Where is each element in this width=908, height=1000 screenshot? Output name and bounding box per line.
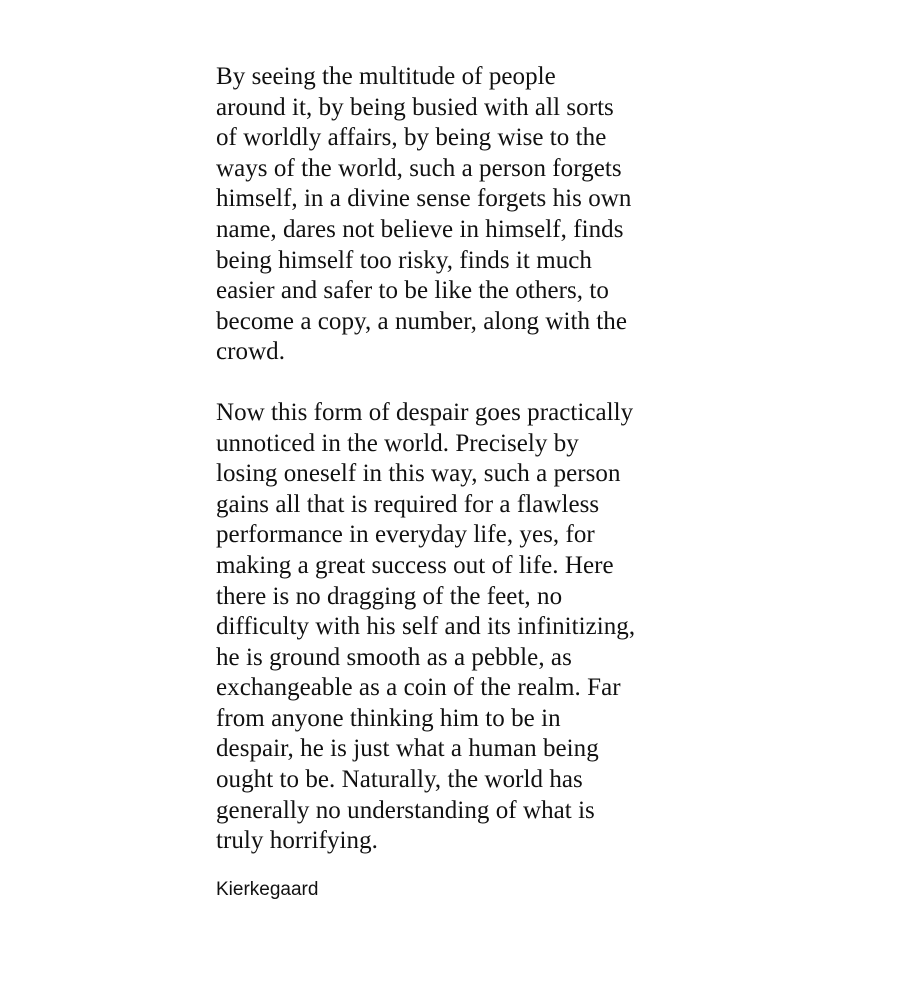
quote-line: of worldly affairs, by being wise to the	[216, 124, 607, 152]
quote-line: generally no understanding of what is	[216, 796, 595, 824]
quote-paragraph-1	[216, 62, 696, 368]
quote-line: truly horrifying.	[216, 827, 378, 855]
quote-paragraph-2	[216, 398, 696, 857]
quote-line: exchangeable as a coin of the realm. Far	[216, 674, 621, 702]
quote-line: he is ground smooth as a pebble, as	[216, 643, 572, 671]
quote-line: become a copy, a number, along with the	[216, 307, 627, 335]
quote-line: crowd.	[216, 338, 286, 366]
quote-line: losing oneself in this way, such a person	[216, 460, 621, 488]
quote-line: ought to be. Naturally, the world has	[216, 766, 583, 794]
quote-line: name, dares not believe in himself, finds	[216, 215, 624, 243]
quote-attribution: Kierkegaard	[216, 878, 319, 900]
quote-line: Now this form of despair goes practically	[216, 398, 634, 426]
paragraph-gap	[216, 368, 696, 398]
quote-line: unnoticed in the world. Precisely by	[216, 429, 579, 457]
quote-line: making a great success out of life. Here	[216, 551, 614, 579]
quote-line: By seeing the multitude of people	[216, 63, 556, 90]
quote-line: difficulty with his self and its infinitizing,	[216, 613, 636, 641]
quote-line: there is no dragging of the feet, no	[216, 582, 563, 610]
quote-block	[216, 62, 696, 902]
quote-line: gains all that is required for a flawless	[216, 490, 600, 518]
quote-line: easier and safer to be like the others, to	[216, 277, 609, 305]
quote-line: from anyone thinking him to be in	[216, 704, 561, 732]
quote-line: being himself too risky, finds it much	[216, 246, 592, 274]
quote-line: ways of the world, such a person forgets	[216, 154, 622, 182]
quote-line: performance in everyday life, yes, for	[216, 521, 595, 549]
quote-line: around it, by being busied with all sorts	[216, 93, 614, 121]
quote-line: despair, he is just what a human being	[216, 735, 599, 763]
quote-line: himself, in a divine sense forgets his own	[216, 185, 632, 213]
